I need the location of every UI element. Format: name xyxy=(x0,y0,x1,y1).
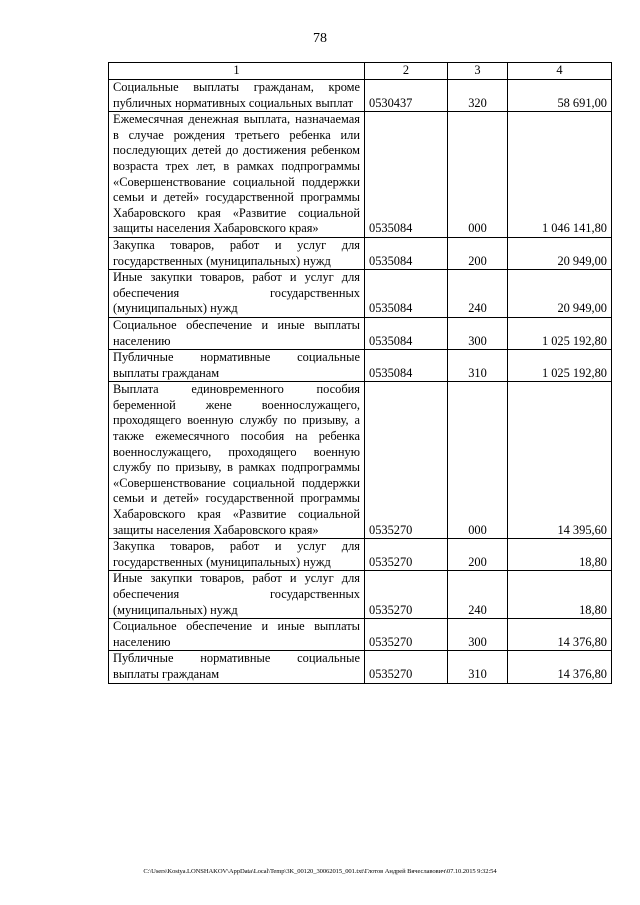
row-target-code: 0535270 xyxy=(365,651,448,683)
row-sum: 14 395,60 xyxy=(508,382,612,539)
row-target-code: 0535270 xyxy=(365,571,448,619)
table-row xyxy=(109,651,612,683)
row-name: Публичные нормативные социальные выплаты гражданам xyxy=(109,350,365,382)
row-sum: 18,80 xyxy=(508,571,612,619)
row-expense-type: 320 xyxy=(448,80,508,112)
row-sum: 18,80 xyxy=(508,539,612,571)
row-name: Социальное обеспечение и иные выплаты населению xyxy=(109,317,365,349)
row-target-code: 0535084 xyxy=(365,317,448,349)
row-expense-type: 200 xyxy=(448,539,508,571)
row-name: Иные закупки товаров, работ и услуг для обеспечения государственных (муниципальных) нужд xyxy=(109,270,365,318)
row-name: Иные закупки товаров, работ и услуг для обеспечения государственных (муниципальных) нужд xyxy=(109,571,365,619)
row-expense-type: 200 xyxy=(448,237,508,269)
file-path-footer: C:\Users\Kostya.LONSHAKOV\AppData\Local\Temp\3K_00120_30062015_001.txt\Глотов Андрей Вячеславович\07.10.2015 9:32:54 xyxy=(143,868,497,875)
row-target-code: 0535084 xyxy=(365,270,448,318)
row-sum: 14 376,80 xyxy=(508,619,612,651)
row-name: Социальные выплаты гражданам, кроме публичных нормативных социальных выплат xyxy=(109,80,365,112)
row-name: Закупка товаров, работ и услуг для государственных (муниципальных) нужд xyxy=(109,237,365,269)
row-target-code: 0535084 xyxy=(365,112,448,238)
row-sum: 20 949,00 xyxy=(508,237,612,269)
table-row xyxy=(109,350,612,382)
row-sum: 20 949,00 xyxy=(508,270,612,318)
column-header-sum: 4 xyxy=(508,63,612,80)
row-name: Закупка товаров, работ и услуг для государственных (муниципальных) нужд xyxy=(109,539,365,571)
row-expense-type: 000 xyxy=(448,382,508,539)
table-row xyxy=(109,382,612,539)
row-expense-type: 310 xyxy=(448,350,508,382)
row-sum: 14 376,80 xyxy=(508,651,612,683)
table-row xyxy=(109,539,612,571)
row-sum: 1 025 192,80 xyxy=(508,350,612,382)
table-row xyxy=(109,237,612,269)
column-header-code: 2 xyxy=(365,63,448,80)
row-expense-type: 240 xyxy=(448,571,508,619)
row-name: Социальное обеспечение и иные выплаты населению xyxy=(109,619,365,651)
row-target-code: 0535084 xyxy=(365,237,448,269)
table-header-row xyxy=(109,63,612,80)
row-expense-type: 310 xyxy=(448,651,508,683)
table-row xyxy=(109,619,612,651)
row-expense-type: 300 xyxy=(448,619,508,651)
table-row xyxy=(109,270,612,318)
column-header-expense-type: 3 xyxy=(448,63,508,80)
row-sum: 58 691,00 xyxy=(508,80,612,112)
table-row xyxy=(109,112,612,238)
row-sum: 1 025 192,80 xyxy=(508,317,612,349)
row-target-code: 0535084 xyxy=(365,350,448,382)
row-name: Выплата единовременного пособия беременной жене военнослужащего, проходящего военную службу по призыву, а также ежемесячного пособия на ребенка военнослужащего, проходящего военную службу по призыву, в рамках подпрограммы «Совершенствование социальной поддержки семьи и детей» государственной программы Хабаровского края «Развитие социальной защиты населения Хабаровского края» xyxy=(109,382,365,539)
row-expense-type: 000 xyxy=(448,112,508,238)
row-target-code: 0530437 xyxy=(365,80,448,112)
row-target-code: 0535270 xyxy=(365,539,448,571)
row-expense-type: 240 xyxy=(448,270,508,318)
row-name: Публичные нормативные социальные выплаты гражданам xyxy=(109,651,365,683)
row-target-code: 0535270 xyxy=(365,619,448,651)
budget-table xyxy=(108,62,612,684)
table-row xyxy=(109,317,612,349)
row-sum: 1 046 141,80 xyxy=(508,112,612,238)
page-number: 78 xyxy=(313,31,327,46)
table-row xyxy=(109,571,612,619)
column-header-name: 1 xyxy=(109,63,365,80)
row-expense-type: 300 xyxy=(448,317,508,349)
row-name: Ежемесячная денежная выплата, назначаемая в случае рождения третьего ребенка или последующих детей до достижения ребенком возраста трех лет, в рамках подпрограммы «Совершенствование социальной поддержки семьи и детей» государственной программы Хабаровского края «Развитие социальной защиты населения Хабаровского края» xyxy=(109,112,365,238)
table-row xyxy=(109,80,612,112)
row-target-code: 0535270 xyxy=(365,382,448,539)
